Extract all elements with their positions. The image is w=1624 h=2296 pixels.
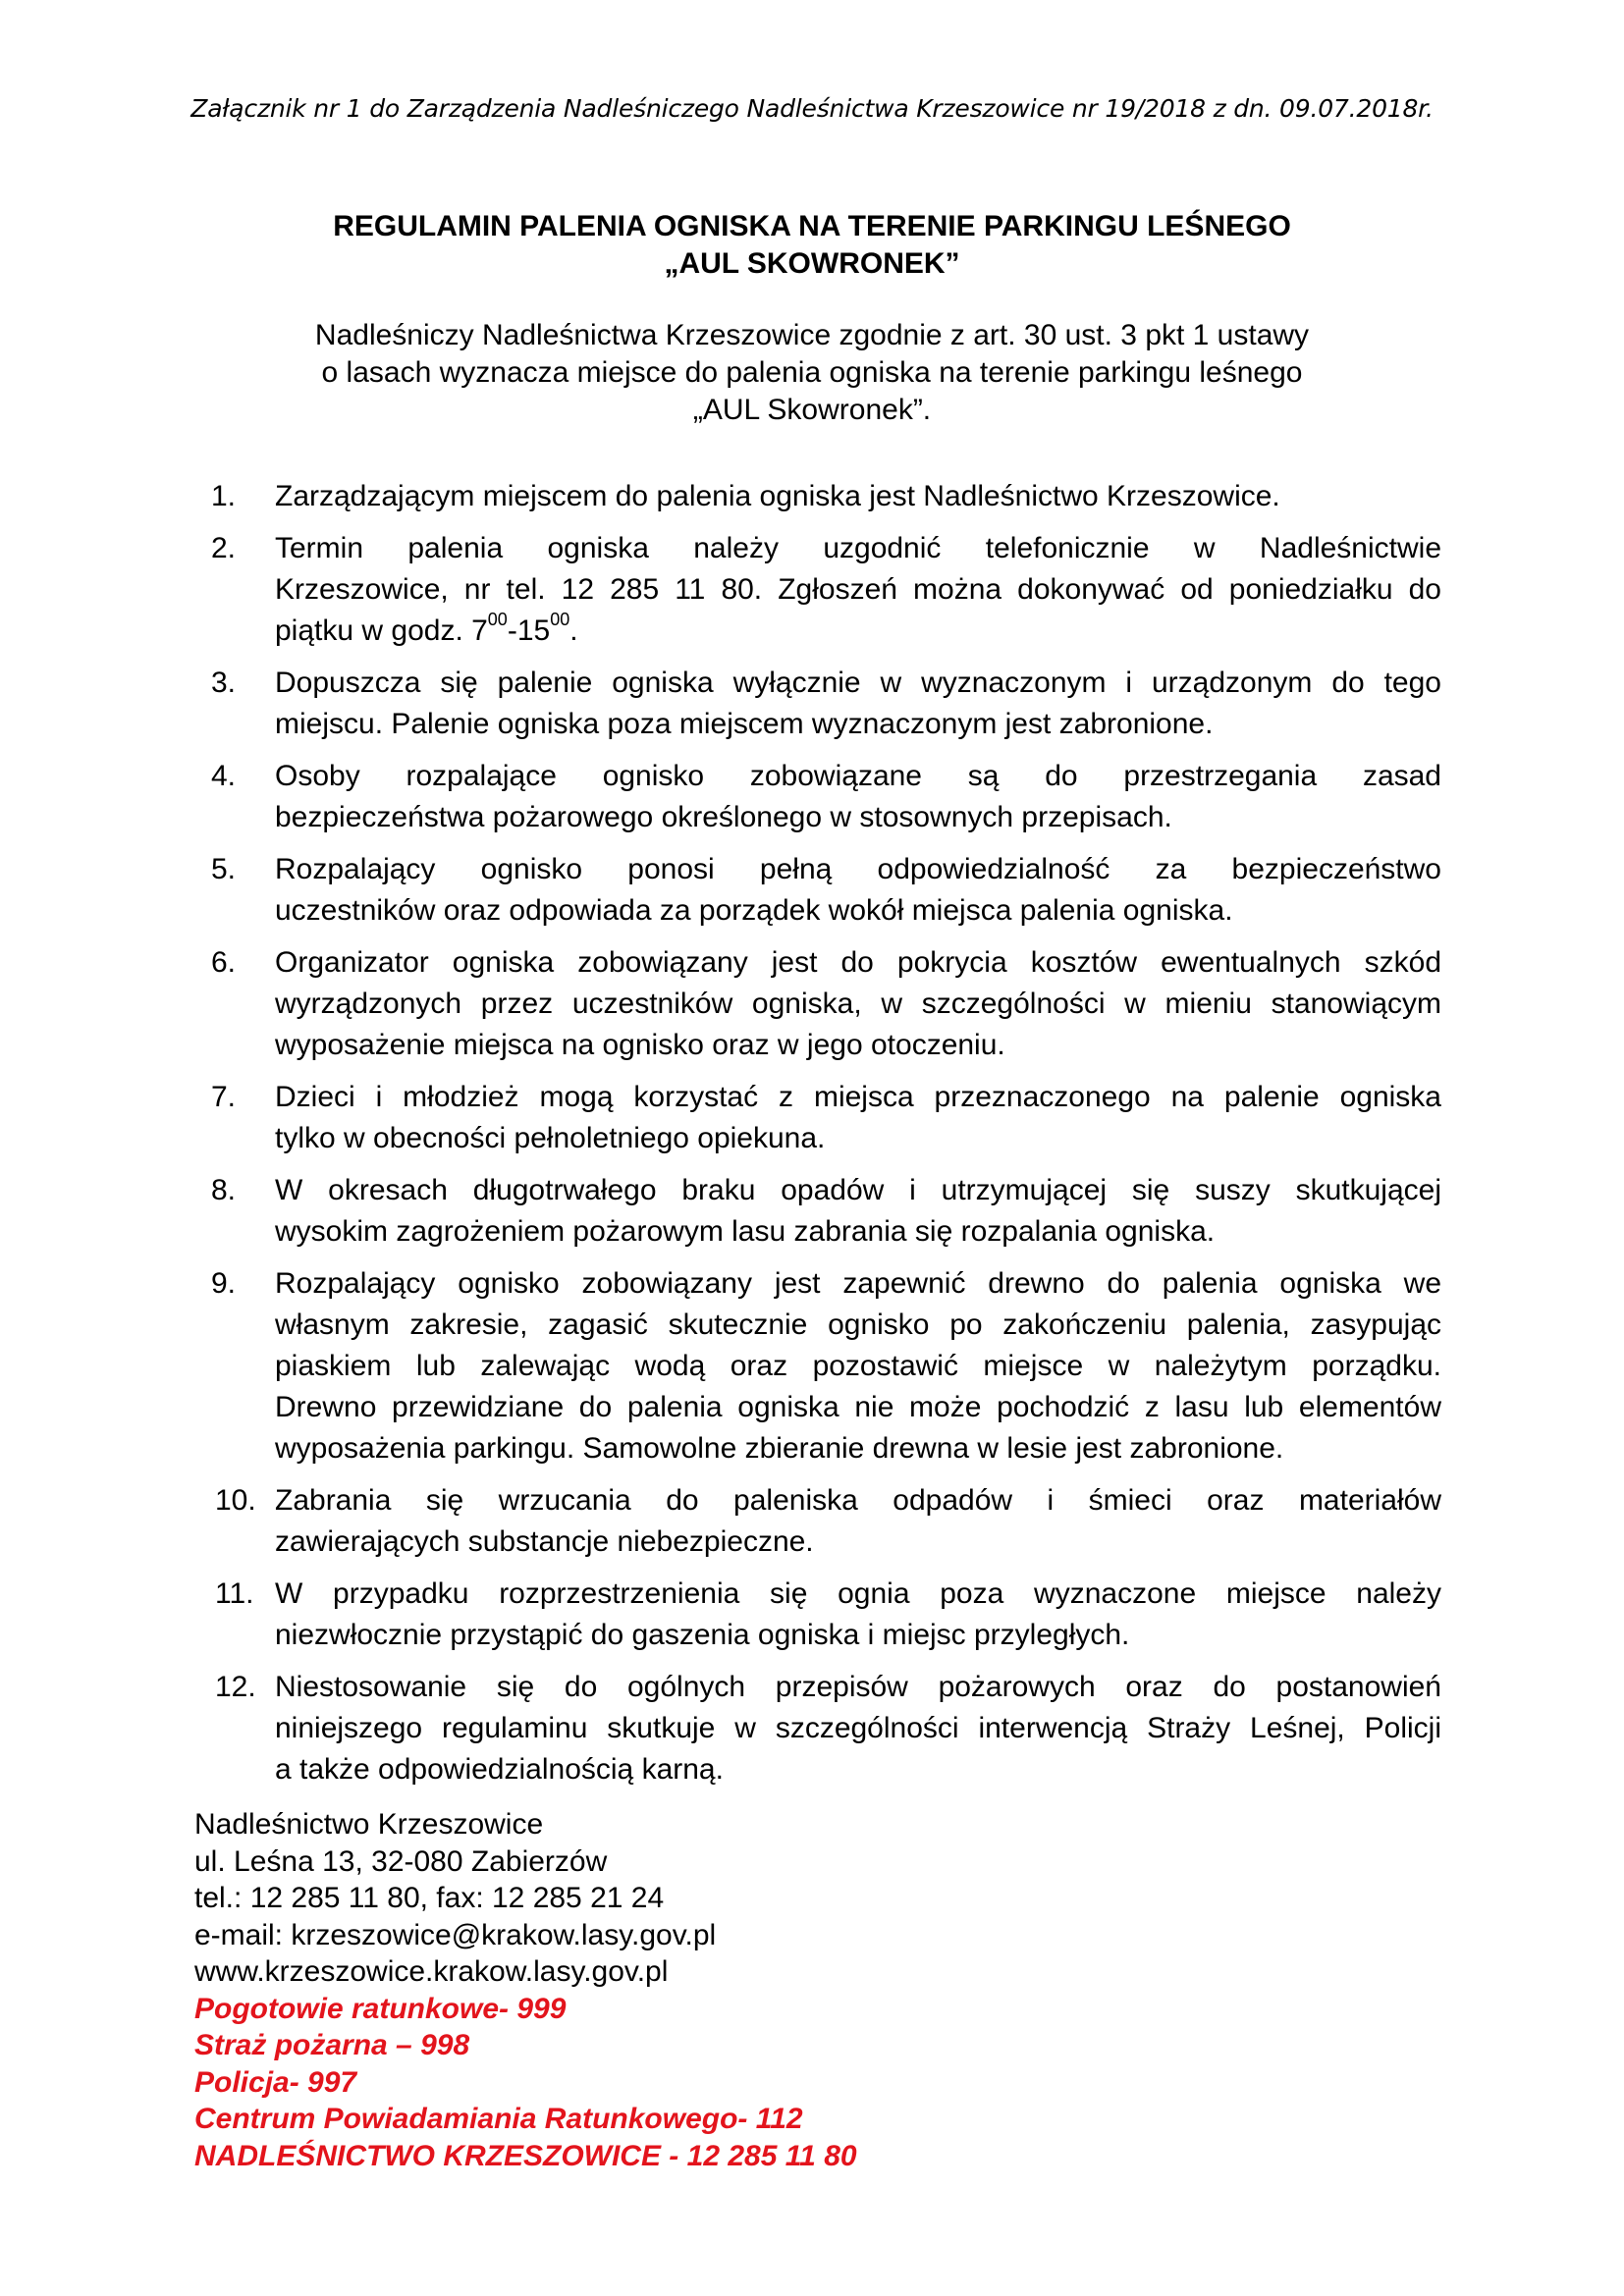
rule-text-line: Dopuszcza się palenie ogniska wyłącznie w wyznaczonym i urządzonym do tego bbox=[275, 667, 1441, 699]
rule-number: 7. bbox=[211, 1081, 237, 1113]
rule-item bbox=[194, 942, 1441, 1066]
rule-number: 5. bbox=[211, 853, 237, 885]
rule-number: 8. bbox=[211, 1174, 237, 1206]
rule-text-line: Niestosowanie się do ogólnych przepisów pożarowych oraz do postanowień bbox=[275, 1671, 1441, 1703]
intro-paragraph bbox=[0, 317, 1624, 429]
rule-text-line: piaskiem lub zalewając wodą oraz pozostawić miejsce w należytym porządku. bbox=[275, 1350, 1441, 1382]
emergency-forestry: NADLEŚNICTWO KRZESZOWICE - 12 285 11 80 bbox=[194, 2139, 857, 2172]
contact-phone: tel.: 12 285 11 80, fax: 12 285 21 24 bbox=[194, 1882, 665, 1914]
rule-text-line: Osoby rozpalające ognisko zobowiązane są do przestrzegania zasad bbox=[275, 760, 1441, 792]
rule-number: 9. bbox=[211, 1267, 237, 1300]
rule-text-line: W przypadku rozprzestrzenienia się ognia poza wyznaczone miejsce należy bbox=[275, 1577, 1441, 1610]
intro-line-3: „AUL Skowronek”. bbox=[692, 394, 932, 426]
rule-item bbox=[194, 1263, 1441, 1469]
document-title-line-1: REGULAMIN PALENIA OGNISKA NA TERENIE PARKINGU LEŚNEGO bbox=[333, 210, 1291, 242]
rule-text-line: Termin palenia ogniska należy uzgodnić telefonicznie w Nadleśnictwie bbox=[275, 532, 1441, 564]
rule-text-line: wyposażenie miejsca na ognisko oraz w jego otoczeniu. bbox=[275, 1029, 1005, 1061]
rule-item bbox=[194, 1574, 1441, 1656]
rule-text-line: bezpieczeństwa pożarowego określonego w stosownych przepisach. bbox=[275, 801, 1172, 833]
rule-text-line: wysokim zagrożeniem pożarowym lasu zabrania się rozpalania ogniska. bbox=[275, 1215, 1216, 1248]
emergency-center: Centrum Powiadamiania Ratunkowego- 112 bbox=[194, 2103, 803, 2135]
rule-text-line: Dzieci i młodzież mogą korzystać z miejsca przeznaczonego na palenie ogniska bbox=[275, 1081, 1441, 1113]
hours-prefix: piątku w godz. 7 bbox=[275, 614, 488, 647]
contact-email: e-mail: krzeszowice@krakow.lasy.gov.pl bbox=[194, 1918, 717, 1951]
rule-number: 6. bbox=[211, 946, 237, 979]
hours-sup1: 00 bbox=[487, 610, 508, 629]
rule-text-line: wyposażenia parkingu. Samowolne zbieranie drewna w lesie jest zabronione. bbox=[275, 1432, 1284, 1465]
rule-item bbox=[194, 528, 1441, 652]
rule-text-line: Drewno przewidziane do palenia ogniska nie może pochodzić z lasu lub elementów bbox=[275, 1391, 1441, 1423]
emergency-ambulance: Pogotowie ratunkowe- 999 bbox=[194, 1992, 567, 2025]
rule-number: 12. bbox=[215, 1671, 256, 1703]
rule-item bbox=[194, 476, 1441, 517]
intro-line-1: Nadleśniczy Nadleśnictwa Krzeszowice zgodnie z art. 30 ust. 3 pkt 1 ustawy bbox=[314, 319, 1310, 351]
attachment-header-note: Załącznik nr 1 do Zarządzenia Nadleśniczego Nadleśnictwa Krzeszowice nr 19/2018 z dn. 09.07.2018r. bbox=[190, 94, 1434, 123]
rule-item bbox=[194, 1077, 1441, 1159]
rule-text-line: zawierających substancje niebezpieczne. bbox=[275, 1525, 814, 1558]
hours-middle: -15 bbox=[507, 614, 551, 647]
rule-text-line: miejscu. Palenie ogniska poza miejscem wyznaczonym jest zabronione. bbox=[275, 708, 1214, 740]
hours-sup2: 00 bbox=[550, 610, 570, 629]
contact-block bbox=[194, 1806, 857, 2174]
rule-text-line: tylko w obecności pełnoletniego opiekuna. bbox=[275, 1122, 826, 1154]
rule-number: 11. bbox=[215, 1577, 254, 1610]
rule-text-line: uczestników oraz odpowiada za porządek wokół miejsca palenia ogniska. bbox=[275, 894, 1233, 927]
rule-text-line: Rozpalający ognisko ponosi pełną odpowiedzialność za bezpieczeństwo bbox=[275, 853, 1441, 885]
rule-text-line: własnym zakresie, zagasić skutecznie ognisko po zakończeniu palenia, zasypując bbox=[275, 1308, 1441, 1341]
emergency-police: Policja- 997 bbox=[194, 2065, 357, 2099]
rule-number: 4. bbox=[211, 760, 237, 792]
rule-text-line: niezwłocznie przystąpić do gaszenia ogniska i miejsc przyległych. bbox=[275, 1619, 1130, 1651]
contact-address: ul. Leśna 13, 32-080 Zabierzów bbox=[194, 1844, 608, 1878]
rules-list bbox=[194, 476, 1441, 1801]
document-title-line-2: „AUL SKOWRONEK” bbox=[664, 247, 960, 280]
rule-text-line: W okresach długotrwałego braku opadów i utrzymującej się suszy skutkującej bbox=[275, 1174, 1441, 1206]
rule-text-line: Organizator ogniska zobowiązany jest do pokrycia kosztów ewentualnych szkód bbox=[275, 946, 1441, 979]
rule-text-line: Zarządzającym miejscem do palenia ogniska jest Nadleśnictwo Krzeszowice. bbox=[275, 480, 1280, 512]
rule-text-line: a także odpowiedzialnością karną. bbox=[275, 1753, 724, 1786]
rule-number: 10. bbox=[215, 1484, 256, 1517]
rule-text-line: niniejszego regulaminu skutkuje w szczególności interwencją Straży Leśnej, Policji bbox=[275, 1712, 1441, 1744]
emergency-fire: Straż pożarna – 998 bbox=[194, 2029, 470, 2061]
rule-text-line: Krzeszowice, nr tel. 12 285 11 80. Zgłoszeń można dokonywać od poniedziałku do bbox=[275, 573, 1441, 606]
rule-item bbox=[194, 663, 1441, 745]
rule-text-line: Zabrania się wrzucania do paleniska odpadów i śmieci oraz materiałów bbox=[275, 1484, 1441, 1517]
contact-name: Nadleśnictwo Krzeszowice bbox=[194, 1808, 544, 1841]
rule-item bbox=[194, 849, 1441, 932]
rule-number: 2. bbox=[211, 532, 237, 564]
rule-hours-line bbox=[275, 611, 1441, 652]
rule-number: 3. bbox=[211, 667, 237, 699]
contact-website: www.krzeszowice.krakow.lasy.gov.pl bbox=[194, 1955, 669, 1988]
rule-item bbox=[194, 1170, 1441, 1253]
rule-item bbox=[194, 1667, 1441, 1790]
rule-item bbox=[194, 756, 1441, 838]
rule-number: 1. bbox=[211, 480, 237, 512]
hours-suffix: . bbox=[569, 614, 578, 647]
rule-text-line: Rozpalający ognisko zobowiązany jest zapewnić drewno do palenia ogniska we bbox=[275, 1267, 1441, 1300]
document-title bbox=[0, 208, 1624, 283]
intro-line-2: o lasach wyznacza miejsce do palenia ogniska na terenie parkingu leśnego bbox=[321, 356, 1303, 389]
rule-item bbox=[194, 1480, 1441, 1563]
rule-text-line: wyrządzonych przez uczestników ogniska, w szczególności w mieniu stanowiącym bbox=[275, 988, 1441, 1020]
